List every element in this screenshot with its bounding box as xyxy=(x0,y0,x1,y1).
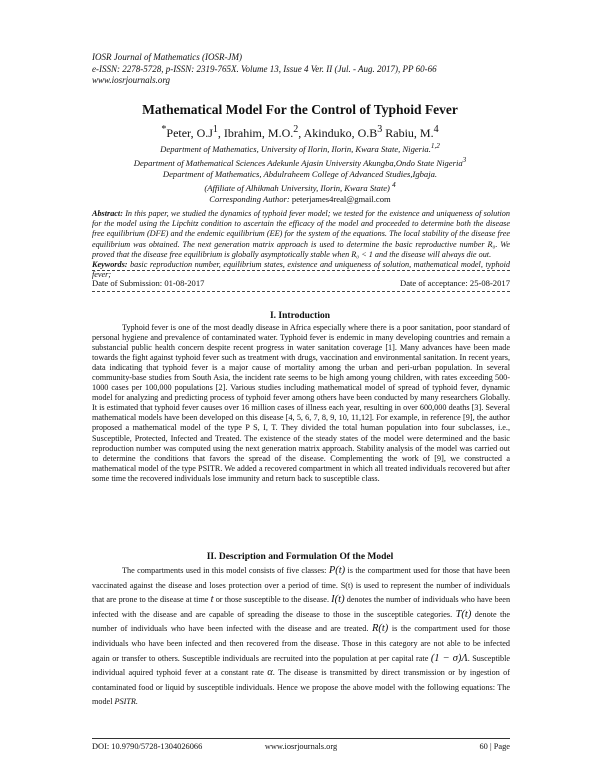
abstract-body: Abstract: In this paper, we studied the dynamics of typhoid fever model; we tested for the existence and uniqueness of solution for the model using the Lipchitz condition to ascertain the efficacy of the model and proceeded to determine both the disease free equilibrium (DFE) and the endemic equilibrium (EE) for the system of the equations. The local stability of the disease free equilibrium was obtained. The next generation matrix approach is used to determine the basic reproductive number R₀. We proved that the disease free equilibrium is globally asymptotically stable when R₀ < 1 and the disease will always die out. xyxy=(92,209,510,259)
var-I: I(t) xyxy=(331,594,345,606)
author-3: Akinduko, O.B xyxy=(303,126,378,140)
var-T: T(t) xyxy=(455,608,472,620)
dates-row xyxy=(92,278,510,288)
affiliation-4: (Affiliate of Alhikmah University, Ilorin, Kwara State) $^4$ xyxy=(204,180,396,193)
affiliation-2: Department of Mathematical Sciences Adekunle Ajasin University Akungba,Ondo State Nigeria$^3$ xyxy=(133,155,467,168)
affiliation-3: Department of Mathematics, Abdulraheem College of Advanced Studies,Igbaja. xyxy=(162,168,438,179)
section-heading-introduction: I. Introduction xyxy=(269,311,330,321)
journal-name: IOSR Journal of Mathematics (IOSR-JM) xyxy=(92,52,242,62)
journal-header xyxy=(92,52,437,87)
introduction-text: Typhoid fever is one of the most deadly disease in Africa especially where there is a poor sanitation, poor standard of personal hygiene and prevalence of contaminated water. Typhoid fever is endemic in many developing countries and remain a substancial public health concern despite recent progress in water sanitation coverage [1]. Many advances have been made towards the fight against typhoid fever such as treatment with drugs, vaccination and environmental sanitation. In recent years, data indicating that typhoid fever is a major cause of mortality among the urban and peri-urban population. In several community-base studies from South Asia, the incident rate seems to be high among young children, with rates exceeding 500-1000 cases per 100,000 populations [2]. Various studies including mathematical model of spread of typhoid fever, dynamic model for analyzing and predicting process of typhoid fever among others have been conducted by many researchers Globally. It is estimated that typhoid fever causes over 16 million cases of illness each year, resulting in over 600,000 deaths [3]. Several mathematical models have been developed on this disease [4, 5, 6, 7, 8, 9, 10, 11,12]. For example, in reference [9], the author proposed a mathematical model of the type P S, I, T. They divided the total human population into four subclasses, i.e., Susceptible, Protected, Infected and Treated. The existence of the steady states of the model were determined and the basic reproduction number was computed using the next generation matrix approach. Stability analysis of the model was carried out to determine the conditions that favors the spread of the disease. Complementing the work of [9], we constructed a mathematical model of the type PSITR. We added a recovered compartment in which all treated individuals recovered but after some time the recovered individuals lose immunity and return back to susceptible class. xyxy=(92,323,510,483)
affiliations xyxy=(0,141,600,205)
divider-top xyxy=(92,270,510,271)
corresponding-author: Corresponding Author: peterjames4real@gmail.com xyxy=(209,193,391,204)
var-t: t xyxy=(210,594,214,606)
recruitment-rate: (1 − σ)Λ xyxy=(430,652,468,664)
author-list: *Peter, $O.J^1$, Ibrahim, M.O.$^2$, Akinduko, $O.B^3$ Rabiu, M.$^4$ xyxy=(161,124,439,140)
var-R: R(t) xyxy=(371,623,389,635)
footer-page-number: 60 | Page xyxy=(479,742,510,751)
journal-website: www.iosrjournals.org xyxy=(92,75,171,85)
page-footer xyxy=(92,742,510,751)
acceptance-date: Date of acceptance: 25-08-2017 xyxy=(400,278,510,288)
var-alpha: α xyxy=(267,667,273,679)
section-heading-model: II. Description and Formulation Of the Model xyxy=(206,552,394,562)
affiliation-1: Department of Mathematics, University of Ilorin, Ilorin, Kwara State, Nigeria.$^{1,2}$ xyxy=(160,142,440,154)
journal-issn: e-ISSN: 2278-5728, p-ISSN: 2319-765X. Volume 13, Issue 4 Ver. II (Jul. - Aug. 2017), PP 60-66 xyxy=(92,63,437,74)
paper-title: Mathematical Model For the Control of Typhoid Fever xyxy=(142,102,458,117)
footer-rule xyxy=(92,738,510,739)
keywords: Keywords: basic reproduction number, equilibrium states, existence and uniqueness of solution, mathematical model, typhoid fever; xyxy=(92,260,510,280)
corresponding-email[interactable]: peterjames4real@gmail.com xyxy=(291,193,391,204)
footer-doi: DOI: 10.9790/5728-1304026066 xyxy=(92,742,203,751)
submission-date: Date of Submission: 01-08-2017 xyxy=(92,278,205,288)
model-description-text: The compartments used in this model consists of five classes: P(t) is the compartment used for those that have been vaccinated against the disease and loses protection over a period of time. S(t) is used to represent the number of individuals that are prone to the disease at time t or those susceptible to the disease. I(t) denotes the number of individuals who have been infected with the disease and are capable of spreading the disease to those in the susceptible categories. T(t) denote the number of individuals who have been infected with the disease and are treated. R(t) is the compartment used for those individuals who have been infected and then recovered from the disease. Those in this category are not able to be infected again or transfer to others. Susceptible individuals are recruited into the population at per capital rate (1 − σ)Λ. Susceptible individual aquired typhoid fever at a constant rate α. The disease is transmitted by direct transmission or by ingestion of contaminated food or liquid by susceptible individuals. Hence we propose the above model with the following equations: The model PSITR. xyxy=(92,565,511,707)
author-1: Peter, O.J xyxy=(166,126,213,140)
divider-bottom xyxy=(92,291,510,292)
var-P: P(t) xyxy=(328,565,346,576)
author-4: Rabiu, M. xyxy=(385,126,434,140)
footer-website[interactable]: www.iosrjournals.org xyxy=(264,742,338,751)
author-2: Ibrahim, M.O. xyxy=(223,126,294,140)
